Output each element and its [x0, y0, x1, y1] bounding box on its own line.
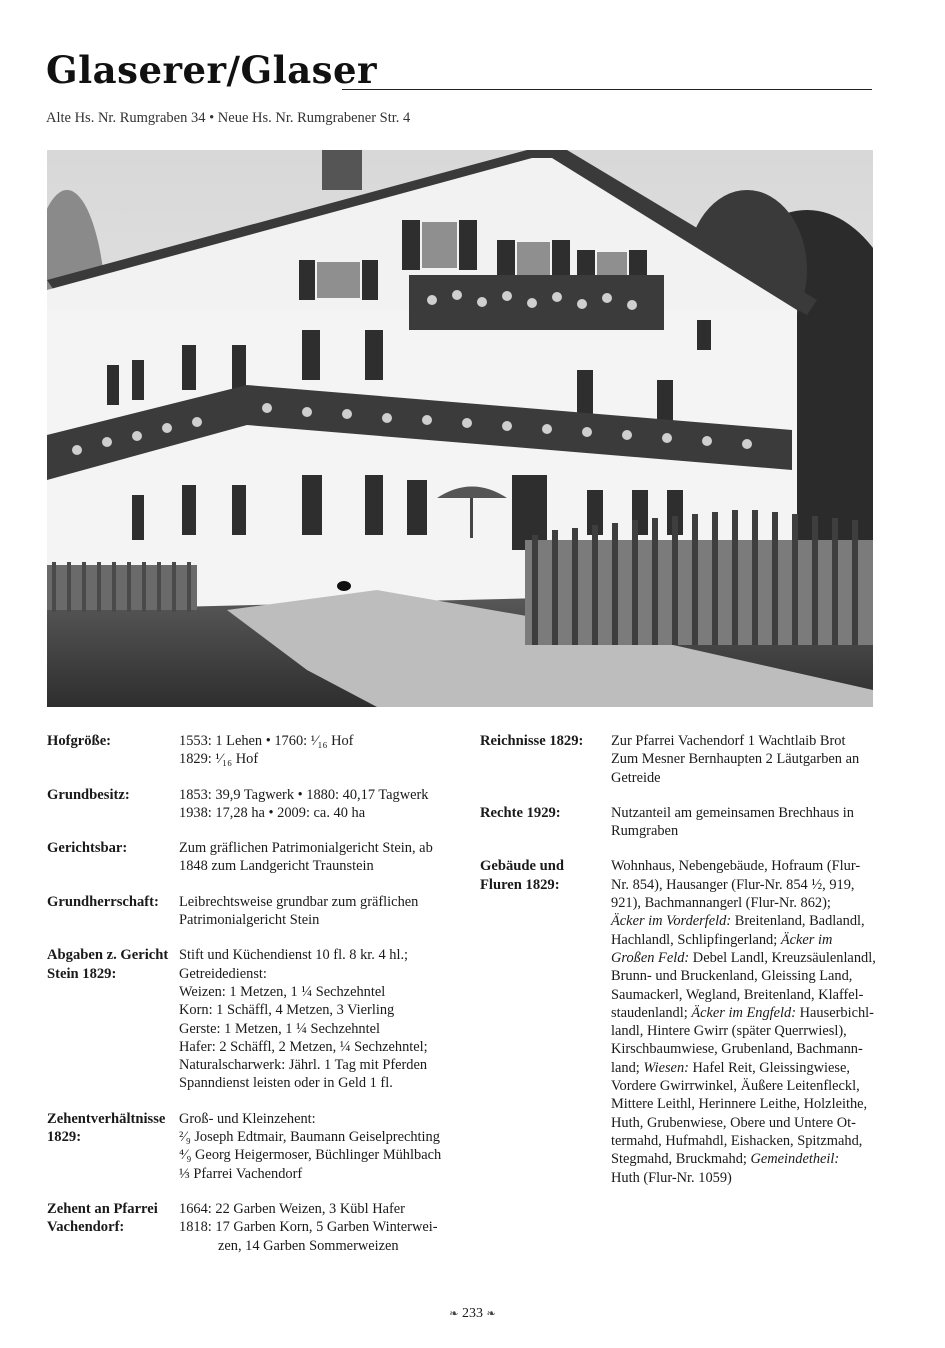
entry-body	[179, 893, 452, 930]
right-column	[480, 732, 875, 1204]
entry-label: Gebäude und Fluren 1829:	[480, 858, 564, 893]
farmhouse-photo	[47, 150, 873, 707]
entry-text: Kirschbaumwiese, Grubenland, Bachmann-	[611, 1041, 863, 1058]
entry-line	[611, 1150, 876, 1168]
entry-line	[611, 1059, 876, 1077]
entry-line: ⁴⁄₉ Georg Heigermoser, Büchlinger Mühlbach	[179, 1147, 442, 1164]
entry-body	[179, 1200, 452, 1255]
entry-label: Zehent an Pfarrei Vachendorf:	[47, 1200, 158, 1236]
entry-line	[611, 949, 876, 967]
entry-line: Rumgraben	[611, 823, 679, 840]
entry-label: Zehentverhältnisse 1829:	[47, 1110, 166, 1146]
italic-heading: Äcker im	[780, 931, 833, 948]
entry-line: ²⁄₉ Joseph Edtmair, Baumann Geiselprechting	[179, 1129, 440, 1146]
entry-text: Huth (Flur-Nr. 1059)	[611, 1169, 732, 1186]
entry-text: Stegmahd, Bruckmahd;	[611, 1151, 751, 1168]
entry-line: Patrimonialgericht Stein	[179, 912, 320, 929]
entry-body	[611, 804, 875, 841]
entry-text: termahd, Hufmahdl, Eishacken, Spitzmahd,	[611, 1132, 863, 1149]
entry-line	[611, 857, 876, 875]
entry-line	[611, 1169, 876, 1187]
entry-text: Wohnhaus, Nebengebäude, Hofraum (Flur-	[611, 858, 861, 875]
entry-body	[179, 1110, 452, 1183]
page-subtitle: Alte Hs. Nr. Rumgraben 34 • Neue Hs. Nr. Rumgrabener Str. 4	[46, 110, 411, 126]
entry-line: 1829: ¹⁄₁₆ Hof	[179, 751, 259, 768]
entry-text: Hauserbichl-	[796, 1004, 874, 1021]
entry-body	[611, 857, 876, 1186]
entry-body	[179, 732, 452, 769]
entry-line: Getreide	[611, 769, 661, 786]
entry-text: staudenlandl;	[611, 1004, 692, 1021]
entry-line: 1818: 17 Garben Korn, 5 Garben Winterwei-	[179, 1219, 438, 1236]
entry-line	[611, 1114, 876, 1132]
entry-line: 1938: 17,28 ha • 2009: ca. 40 ha	[179, 804, 366, 821]
entry-line: zen, 14 Garben Sommerweizen	[218, 1237, 399, 1254]
entry-line: 1853: 39,9 Tagwerk • 1880: 40,17 Tagwerk	[179, 786, 429, 803]
entry-label: Hofgröße:	[47, 733, 112, 749]
entry-line: Getreidedienst:	[179, 965, 267, 982]
left-column	[47, 732, 452, 1272]
entry-line: Korn: 1 Schäffl, 4 Metzen, 3 Vierling	[179, 1002, 395, 1019]
italic-heading: Äcker im Vorderfeld:	[611, 913, 732, 930]
entry-line: ⅓ Pfarrei Vachendorf	[179, 1165, 303, 1182]
entry-grundherrschaft	[47, 893, 452, 930]
entry-line: Zum Mesner Bernhaupten 2 Läutgarben an	[611, 751, 860, 768]
entry-line	[611, 1022, 876, 1040]
entry-line	[611, 931, 876, 949]
entry-line	[611, 1132, 876, 1150]
entry-text: landl, Hintere Gwirr (später Querrwiesl),	[611, 1023, 847, 1040]
entry-body	[179, 786, 452, 823]
entry-text: Vordere Gwirrwinkel, Äußere Leitenfleckl,	[611, 1078, 860, 1095]
entry-label: Abgaben z. Gericht Stein 1829:	[47, 947, 169, 982]
entry-line: Leibrechtsweise grundbar zum gräflichen	[179, 893, 419, 910]
entry-line: Gerste: 1 Metzen, 1 ¼ Sechzehntel	[179, 1020, 380, 1037]
entry-label: Reichnisse 1829:	[480, 733, 584, 749]
entry-zehent-pfarrei	[47, 1200, 452, 1255]
entry-text: Breitenland, Badlandl,	[731, 913, 865, 930]
entry-zehentverhaeltnisse	[47, 1110, 452, 1183]
entry-line: Nutzanteil am gemeinsamen Brechhaus in	[611, 804, 854, 821]
page-number: 233	[462, 1306, 483, 1321]
entry-body	[611, 732, 875, 787]
entry-line: Zur Pfarrei Vachendorf 1 Wachtlaib Brot	[611, 733, 846, 749]
entry-line	[611, 876, 876, 894]
entry-text: Brunn- und Bruckenland, Gleissing Land,	[611, 968, 853, 985]
entry-label: Grundherrschaft:	[47, 893, 159, 910]
entry-line: Zum gräflichen Patrimonialgericht Stein, ab	[179, 840, 433, 857]
entry-text: Nr. 854), Hausanger (Flur-Nr. 854 ½, 919,	[611, 876, 855, 893]
entry-gerichtsbar	[47, 839, 452, 876]
entry-text: Debel Landl, Kreuzsäulenlandl,	[689, 949, 876, 966]
entry-line: Stift und Küchendienst 10 fl. 8 kr. 4 hl.;	[179, 947, 409, 964]
entry-line	[611, 1004, 876, 1022]
italic-heading: Gemeindetheil:	[750, 1151, 840, 1168]
page-number-footer	[0, 1306, 945, 1322]
entry-gebaeude-fluren	[480, 857, 875, 1186]
entry-line	[611, 912, 876, 930]
entry-line: Naturalscharwerk: Jährl. 1 Tag mit Pferden	[179, 1057, 428, 1074]
entry-hofgroesse	[47, 732, 452, 769]
entry-text: Saumackerl, Wegland, Breitenland, Klaffel-	[611, 986, 864, 1003]
entry-text: land;	[611, 1059, 644, 1076]
title-rule	[342, 89, 872, 90]
entry-line: Weizen: 1 Metzen, 1 ¼ Sechzehntel	[179, 983, 386, 1000]
entry-label: Grundbesitz:	[47, 786, 130, 803]
italic-heading: Äcker im Engfeld:	[691, 1004, 797, 1021]
entry-line	[611, 1077, 876, 1095]
entry-line	[611, 1040, 876, 1058]
entry-text: 921), Bachmannangerl (Flur-Nr. 862);	[611, 895, 831, 912]
entry-text: Hachlandl, Schlipfingerland;	[611, 931, 781, 948]
entry-line	[611, 1095, 876, 1113]
entry-label: Gerichtsbar:	[47, 840, 128, 857]
entry-body	[179, 839, 452, 876]
entry-line: Spanndienst leisten oder in Geld 1 fl.	[179, 1075, 393, 1092]
entry-abgaben	[47, 946, 452, 1092]
entry-line: 1664: 22 Garben Weizen, 3 Kübl Hafer	[179, 1200, 405, 1217]
entry-text: Hafel Reit, Gleissingwiese,	[688, 1059, 850, 1076]
italic-heading: Wiesen:	[643, 1059, 689, 1076]
entry-line: Hafer: 2 Schäffl, 2 Metzen, ¼ Sechzehntel;	[179, 1038, 428, 1055]
entry-line: 1553: 1 Lehen • 1760: ¹⁄₁₆ Hof	[179, 733, 354, 749]
entry-body	[179, 946, 452, 1092]
italic-heading: Großen Feld:	[611, 949, 690, 966]
entry-line: Groß- und Kleinzehent:	[179, 1110, 316, 1127]
entry-text: Huth, Grubenwiese, Obere und Untere Ot-	[611, 1114, 856, 1131]
entry-label: Rechte 1929:	[480, 804, 561, 821]
entry-grundbesitz	[47, 786, 452, 823]
entry-line: 1848 zum Landgericht Traunstein	[179, 858, 374, 875]
entry-line	[611, 986, 876, 1004]
ornament-right-icon: ❧	[486, 1308, 496, 1320]
entry-reichnisse	[480, 732, 875, 787]
entry-line	[611, 967, 876, 985]
entry-line	[611, 894, 876, 912]
entry-rechte	[480, 804, 875, 841]
entry-text: Mittere Leithl, Herinnere Leithe, Holzleithe,	[611, 1096, 868, 1113]
ornament-left-icon: ❧	[449, 1308, 459, 1320]
page-title: Glaserer/Glaser	[46, 48, 378, 92]
